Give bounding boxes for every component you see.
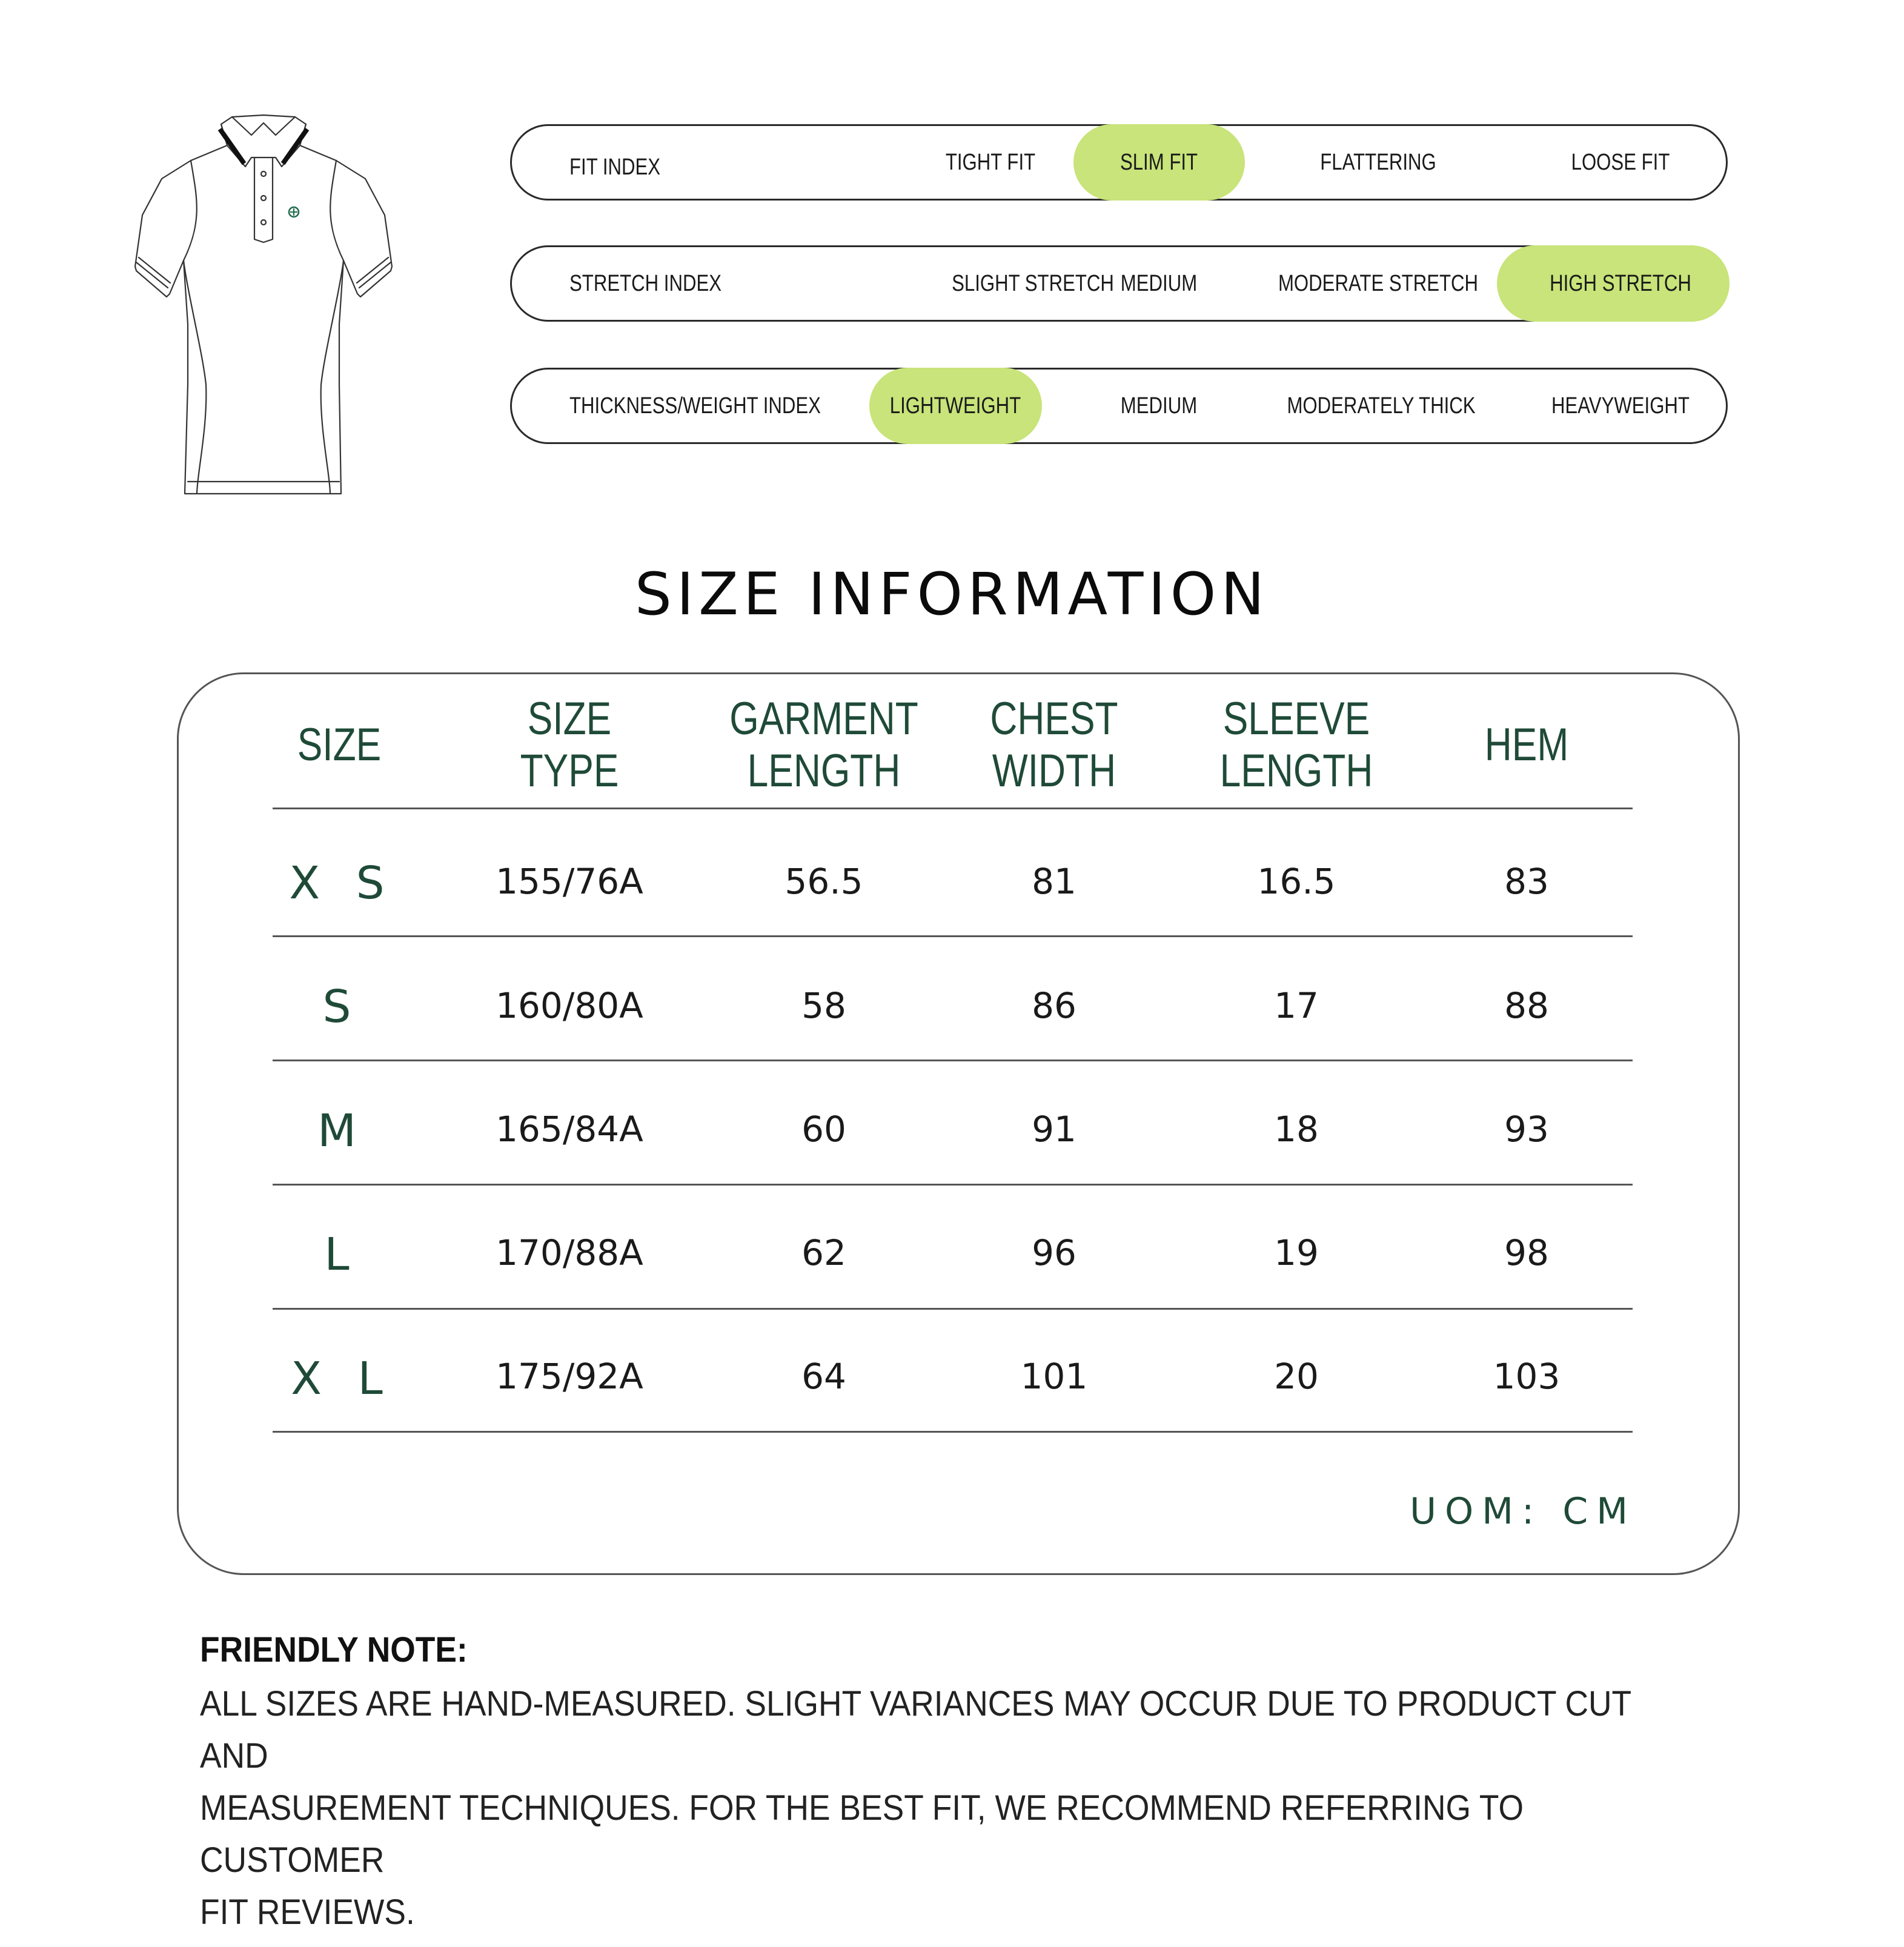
stretch-option-slight: SLIGHT STRETCH bbox=[952, 270, 1114, 296]
table-rule bbox=[273, 1308, 1633, 1310]
header-garment-length-line2: LENGTH bbox=[747, 745, 901, 797]
table-rule bbox=[273, 1431, 1633, 1433]
garment-length-cell: 60 bbox=[801, 1109, 846, 1150]
size-cell: M bbox=[317, 1105, 367, 1157]
size-type-cell: 165/84A bbox=[496, 1109, 643, 1150]
header-chest-width bbox=[975, 685, 1133, 806]
note-body bbox=[200, 1678, 1649, 1939]
fit-option-flattering: FLATTERING bbox=[1320, 149, 1436, 175]
header-hem bbox=[1452, 685, 1601, 806]
note-title: FRIENDLY NOTE: bbox=[200, 1630, 468, 1670]
sleeve-length-cell: 18 bbox=[1274, 1109, 1319, 1150]
hem-cell: 98 bbox=[1504, 1232, 1549, 1273]
fit-index-label: FIT INDEX bbox=[569, 154, 661, 180]
garment-length-cell: 58 bbox=[801, 985, 846, 1026]
header-size-type-line1: SIZE bbox=[527, 693, 612, 745]
thickness-option-medium: MEDIUM bbox=[1120, 393, 1198, 419]
chest-width-cell: 96 bbox=[1032, 1232, 1076, 1273]
size-information-title: SIZE INFORMATION bbox=[634, 560, 1270, 628]
thickness-index-label: THICKNESS/WEIGHT INDEX bbox=[569, 393, 821, 419]
header-sleeve-length-line2: LENGTH bbox=[1219, 745, 1373, 797]
stretch-option-medium: MEDIUM bbox=[1120, 270, 1198, 296]
size-cell: S bbox=[322, 981, 362, 1033]
header-sleeve-length bbox=[1207, 685, 1385, 806]
chest-width-cell: 101 bbox=[1020, 1356, 1088, 1397]
fit-index-bar bbox=[510, 124, 1728, 201]
fit-option-loose: LOOSE FIT bbox=[1571, 149, 1670, 175]
garment-length-cell: 64 bbox=[801, 1356, 846, 1397]
garment-length-cell: 62 bbox=[801, 1232, 846, 1273]
size-type-cell: 170/88A bbox=[496, 1232, 643, 1273]
hem-cell: 83 bbox=[1504, 861, 1549, 902]
header-garment-length bbox=[725, 685, 923, 806]
header-hem-line1: HEM bbox=[1484, 719, 1569, 771]
fit-option-tight: TIGHT FIT bbox=[945, 149, 1036, 175]
header-size bbox=[265, 685, 414, 806]
table-rule bbox=[273, 1060, 1633, 1061]
stretch-option-high: HIGH STRETCH bbox=[1550, 270, 1691, 296]
size-type-cell: 160/80A bbox=[496, 985, 643, 1026]
hem-cell: 88 bbox=[1504, 985, 1549, 1026]
header-chest-width-line2: WIDTH bbox=[992, 745, 1116, 797]
note-line: MEASUREMENT TECHNIQUES. FOR THE BEST FIT, WE RECOMMEND REFERRING TO CUSTOMER bbox=[200, 1788, 1524, 1880]
sleeve-length-cell: 19 bbox=[1274, 1232, 1319, 1273]
size-type-cell: 155/76A bbox=[496, 861, 643, 902]
polo-shirt-icon bbox=[130, 112, 403, 500]
hem-cell: 93 bbox=[1504, 1109, 1549, 1150]
stretch-option-moderate: MODERATE STRETCH bbox=[1278, 270, 1479, 296]
thickness-option-moderate: MODERATELY THICK bbox=[1287, 393, 1476, 419]
size-type-cell: 175/92A bbox=[496, 1356, 643, 1397]
hem-cell: 103 bbox=[1493, 1356, 1561, 1397]
table-rule bbox=[273, 935, 1633, 937]
sleeve-length-cell: 20 bbox=[1274, 1356, 1319, 1397]
table-rule bbox=[273, 808, 1633, 809]
header-garment-length-line1: GARMENT bbox=[729, 693, 918, 745]
sleeve-length-cell: 17 bbox=[1274, 985, 1319, 1026]
chest-width-cell: 81 bbox=[1032, 861, 1076, 902]
thickness-option-light: LIGHTWEIGHT bbox=[889, 393, 1021, 419]
garment-length-cell: 56.5 bbox=[784, 861, 863, 902]
header-size-type bbox=[495, 685, 644, 806]
table-rule bbox=[273, 1184, 1633, 1186]
header-chest-width-line1: CHEST bbox=[990, 693, 1118, 745]
fit-option-slim: SLIM FIT bbox=[1120, 149, 1198, 175]
header-size-line1: SIZE bbox=[297, 719, 382, 771]
unit-of-measure: UOM: CM bbox=[1410, 1490, 1636, 1533]
size-cell: X S bbox=[289, 857, 396, 909]
chest-width-cell: 91 bbox=[1032, 1109, 1076, 1150]
thickness-index-bar bbox=[510, 368, 1728, 444]
header-sleeve-length-line1: SLEEVE bbox=[1222, 693, 1370, 745]
stretch-index-bar bbox=[510, 245, 1728, 322]
header-size-type-line2: TYPE bbox=[520, 745, 619, 797]
note-line: FIT REVIEWS. bbox=[200, 1892, 415, 1932]
note-line: ALL SIZES ARE HAND-MEASURED. SLIGHT VARIANCES MAY OCCUR DUE TO PRODUCT CUT AND bbox=[200, 1684, 1631, 1776]
sleeve-length-cell: 16.5 bbox=[1257, 861, 1336, 902]
size-cell: X L bbox=[291, 1353, 394, 1405]
size-cell: L bbox=[324, 1229, 360, 1281]
thickness-option-heavy: HEAVYWEIGHT bbox=[1551, 393, 1690, 419]
stretch-index-label: STRETCH INDEX bbox=[569, 270, 722, 296]
chest-width-cell: 86 bbox=[1032, 985, 1076, 1026]
